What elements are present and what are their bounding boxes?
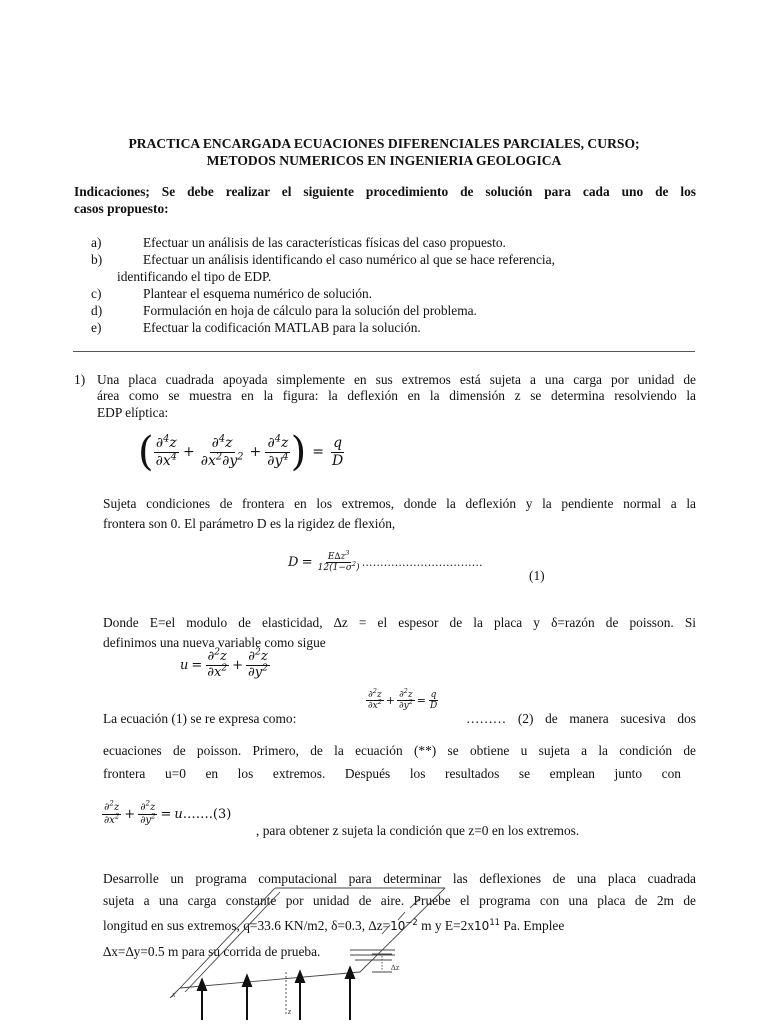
steps-list bbox=[0, 235, 768, 345]
problem-number: 1) bbox=[74, 372, 86, 387]
boundary-line2: frontera son 0. El parámetro D es la rigidez de flexión, bbox=[103, 516, 396, 531]
biharmonic-equation: ( $\frac{\partial^4z}{\partial x^4}$ + $\frac{\partial^4z}{\partial x^2\partial y^2}$ + $\frac{\partial^4z}{\partial y^4}$ ) = $\frac{q}{D}$ bbox=[138, 429, 344, 475]
plate-left-edge-inner bbox=[185, 892, 280, 992]
development-line3-b: m y E=2x bbox=[417, 918, 475, 933]
list-item-label: b) bbox=[91, 252, 103, 267]
equation-1-dots: …………………………… bbox=[361, 556, 483, 570]
list-item-label: e) bbox=[91, 320, 102, 335]
development-line2: sujeta a una carga constante por unidad de aire. Pruebe el programa con una placa de 2m de bbox=[103, 893, 696, 908]
plate-figure bbox=[160, 880, 450, 1024]
poisson-line2: frontera u=0 en los extremos. Después los resultados se emplean junto con bbox=[103, 766, 681, 781]
where-line1: Donde E=el modulo de elasticidad, ∆z = el espesor de la placa y δ=razón de poisson. Si bbox=[103, 615, 696, 630]
dz-exponent: −2 bbox=[405, 917, 418, 927]
equation-3: $\frac{\partial^2z}{\partial x^2}$ + $\frac{\partial^2z}{\partial y^2}$ = u …….(3) bbox=[104, 799, 232, 826]
load-arrow bbox=[346, 968, 354, 978]
z-axis-label: z bbox=[288, 1007, 292, 1016]
thickness-label: ∆z bbox=[391, 963, 400, 972]
poisson-line1: ecuaciones de poisson. Primero, de la ecuación (**) se obtiene u sujeta a la condición de bbox=[103, 743, 696, 758]
equation-3-suffix: , para obtener z sujeta la condición que z=0 en los extremos. bbox=[256, 823, 580, 838]
expression-suffix: ……… (2) de manera sucesiva dos bbox=[466, 711, 696, 726]
development-line1: Desarrolle un programa computacional para determinar las deflexiones de una placa cuadrada bbox=[103, 871, 696, 886]
development-line3-a: longitud en sus extremos, q=33.6 KN/m2, δ=0.3, ∆z= bbox=[103, 918, 391, 933]
list-item-text: Efectuar un análisis de las características físicas del caso propuesto. bbox=[143, 235, 506, 250]
document-title-line1: PRACTICA ENCARGADA ECUACIONES DIFERENCIALES PARCIALES, CURSO; bbox=[128, 136, 640, 151]
load-arrow bbox=[243, 976, 251, 986]
list-item-label: a) bbox=[91, 235, 102, 250]
equation-1: D = $\frac{E\Delta z^3}{12(1-\sigma^2)}$ …………………………… bbox=[288, 550, 483, 574]
problem-intro-line2: área como se muestra en la figura: la deflexión en la dimensión z se determina resolviendo la bbox=[97, 388, 696, 403]
x-axis-label: x bbox=[172, 990, 176, 999]
e-base: 10 bbox=[474, 919, 490, 933]
boundary-line1: Sujeta condiciones de frontera en los extremos, donde la deflexión y la pendiente normal a la bbox=[103, 496, 696, 511]
list-item-text: Efectuar un análisis identificando el caso numérico al que se hace referencia, bbox=[143, 252, 555, 267]
problem-intro-line3: EDP elíptica: bbox=[97, 405, 169, 420]
indications-line2: casos propuesto: bbox=[74, 201, 169, 216]
indications-line1: Indicaciones; Se debe realizar el siguiente procedimiento de solución para cada uno de los bbox=[74, 184, 696, 199]
load-arrow bbox=[198, 980, 206, 990]
list-item-text: Formulación en hoja de cálculo para la solución del problema. bbox=[143, 303, 477, 318]
list-item-continuation: identificando el tipo de EDP. bbox=[117, 269, 272, 284]
plate-right-edge bbox=[360, 888, 445, 972]
equation-3-dots: …….(3) bbox=[182, 806, 232, 822]
load-arrow bbox=[296, 972, 304, 982]
development-line4: ∆x=∆y=0.5 m para su corrida de prueba. bbox=[103, 944, 321, 959]
list-item-text: Plantear el esquema numérico de solución. bbox=[143, 286, 373, 301]
list-item-label: c) bbox=[91, 286, 102, 301]
list-item-text: Efectuar la codificación MATLAB para la solución. bbox=[143, 320, 421, 335]
plate-left-edge bbox=[180, 888, 275, 988]
development-line3-c: Pa. Emplee bbox=[499, 918, 565, 933]
u-definition: u = $\frac{\partial^2z}{\partial x^2}$ + $\frac{\partial^2z}{\partial y^2}$ bbox=[180, 647, 268, 680]
problem-intro-line1: Una placa cuadrada apoyada simplemente en sus extremos está sujeta a una carga por unidad de bbox=[97, 372, 696, 387]
dz-base: 10 bbox=[390, 919, 406, 933]
equation-2: $\frac{\partial^2z}{\partial x^2}$ + $\frac{\partial^2z}{\partial y^2}$ = $\frac{q}{D}$ bbox=[368, 688, 438, 712]
section-divider bbox=[73, 351, 695, 352]
expression-prefix: La ecuación (1) se re expresa como: bbox=[103, 711, 297, 726]
where-line2: definimos una nueva variable como sigue bbox=[103, 635, 326, 650]
list-item-label: d) bbox=[91, 303, 103, 318]
equation-1-label: (1) bbox=[529, 568, 545, 583]
e-value bbox=[474, 919, 500, 933]
document-title-line2: METODOS NUMERICOS EN INGENIERIA GEOLOGICA bbox=[206, 153, 562, 168]
e-exponent: 11 bbox=[489, 917, 500, 927]
